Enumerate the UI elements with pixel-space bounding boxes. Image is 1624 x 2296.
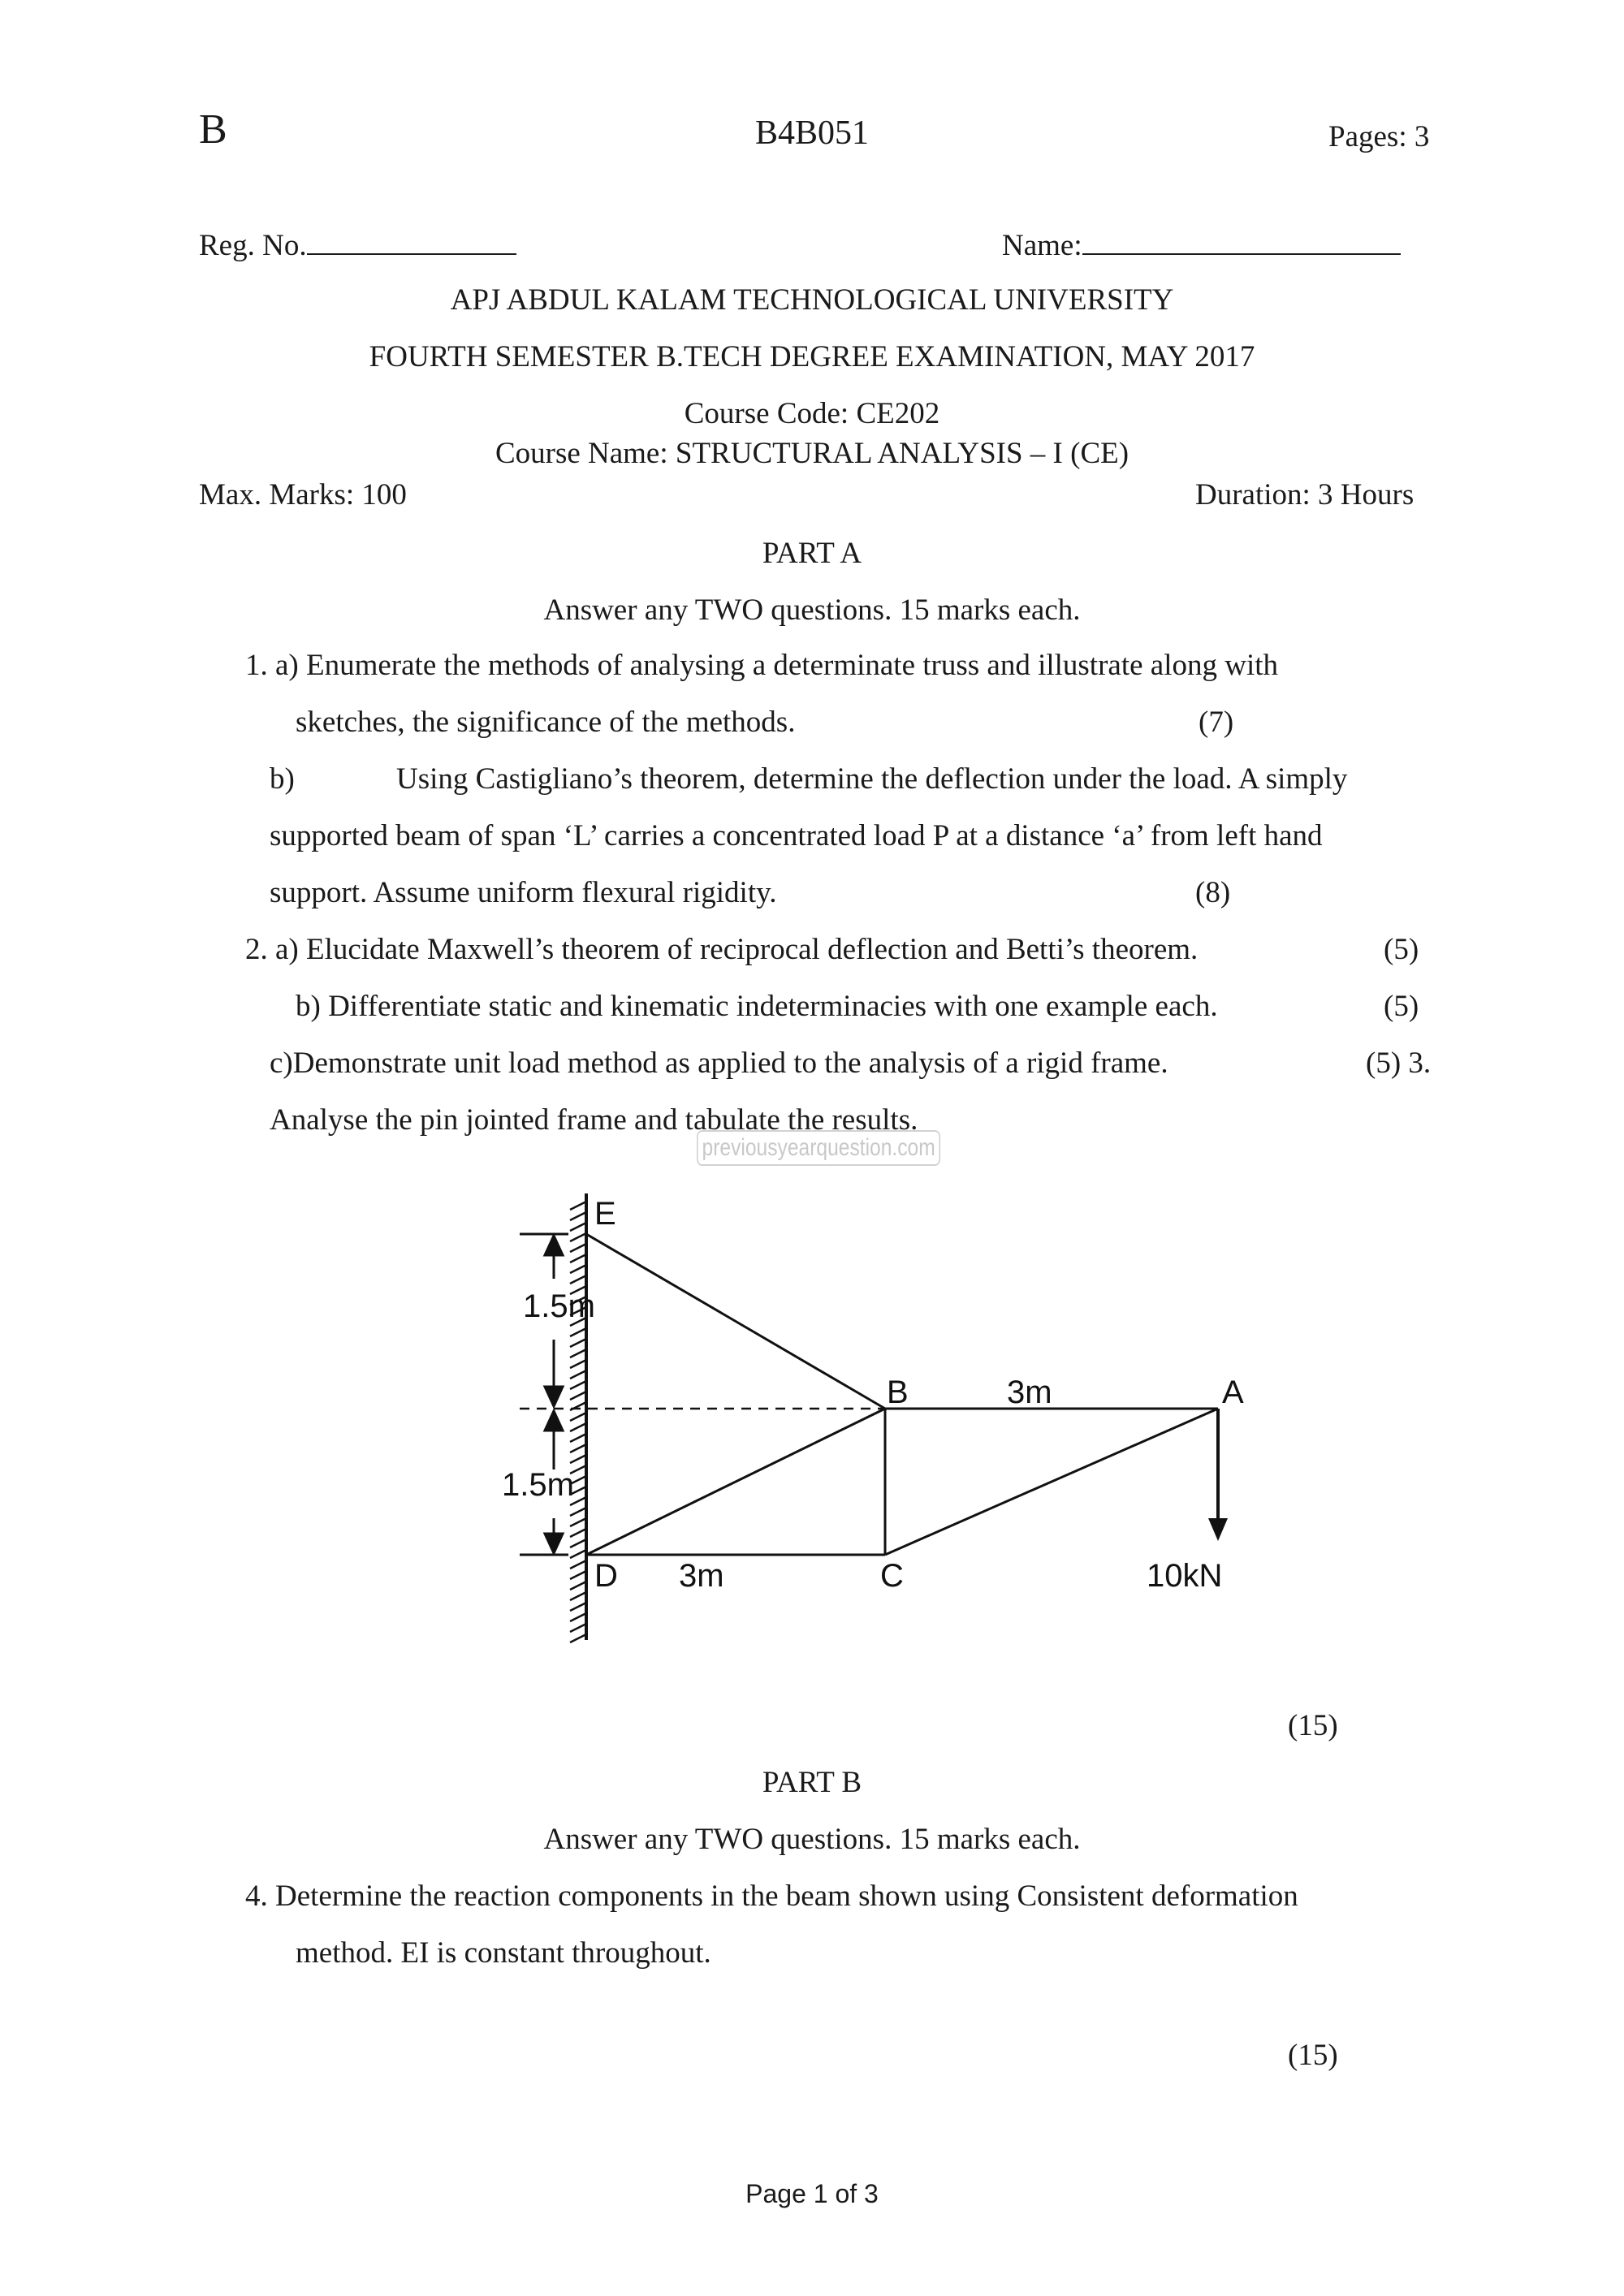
q4-marks: (15)	[1288, 2039, 1338, 2072]
page-footer: Page 1 of 3	[745, 2179, 879, 2208]
dimension-arrows	[520, 1234, 568, 1555]
paper-code: B4B051	[755, 114, 870, 152]
name-label: Name:	[1002, 226, 1401, 263]
q4-line1: 4. Determine the reaction components in the beam shown using Consistent deformation	[245, 1880, 1298, 1913]
member-db	[586, 1409, 885, 1555]
node-label-a: A	[1222, 1375, 1244, 1410]
q4-line2: method. EI is constant throughout.	[296, 1936, 711, 1970]
node-label-e: E	[594, 1196, 616, 1232]
q2c: c)Demonstrate unit load method as applied to the analysis of a rigid frame.	[270, 1047, 1168, 1080]
course-code: Course Code: CE202	[684, 397, 940, 430]
reg-no-label: Reg. No.	[199, 226, 516, 263]
q3: Analyse the pin jointed frame and tabulate the results.	[270, 1103, 918, 1137]
part-a-instruction: Answer any TWO questions. 15 marks each.	[543, 593, 1081, 627]
q3-marks: (15)	[1288, 1709, 1338, 1742]
q1b-line1: Using Castigliano’s theorem, determine the deflection under the load. A simply	[396, 762, 1348, 796]
node-label-d: D	[594, 1558, 618, 1594]
q1a-line1: 1. a) Enumerate the methods of analysing a determinate truss and illustrate along with	[245, 649, 1279, 682]
q1b-marks: (8)	[1195, 876, 1231, 909]
node-label-c: C	[880, 1558, 904, 1594]
member-eb	[586, 1234, 885, 1409]
dimension-label-bottom: 1.5m	[502, 1467, 574, 1503]
exam-title: FOURTH SEMESTER B.TECH DEGREE EXAMINATION, MAY 2017	[369, 340, 1255, 373]
series-letter: B	[199, 106, 227, 153]
q1b-label: b)	[270, 762, 295, 796]
q2a: 2. a) Elucidate Maxwell’s theorem of reciprocal deflection and Betti’s theorem.	[245, 933, 1199, 966]
q1a-line2: sketches, the significance of the methods.	[296, 706, 796, 739]
dimension-label-top: 1.5m	[523, 1288, 595, 1324]
duration: Duration: 3 Hours	[1195, 478, 1415, 511]
node-label-b: B	[887, 1375, 909, 1410]
part-a-title: PART A	[762, 537, 862, 570]
span-label-ba: 3m	[1007, 1375, 1052, 1410]
q2a-marks: (5)	[1384, 933, 1419, 966]
load-label: 10kN	[1147, 1558, 1223, 1594]
span-label-dc: 3m	[679, 1558, 724, 1594]
q1a-marks: (7)	[1199, 706, 1234, 739]
q2b-marks: (5)	[1384, 990, 1419, 1023]
q1b-line3: support. Assume uniform flexural rigidity.	[270, 876, 777, 909]
q2c-marks: (5) 3.	[1366, 1047, 1432, 1080]
load-arrow	[1208, 1409, 1228, 1541]
part-b-instruction: Answer any TWO questions. 15 marks each.	[543, 1823, 1081, 1856]
course-name: Course Name: STRUCTURAL ANALYSIS – I (CE)	[495, 437, 1129, 470]
wall-support	[570, 1193, 586, 1642]
max-marks: Max. Marks: 100	[199, 478, 407, 511]
page-count: Pages: 3	[1328, 120, 1430, 153]
q2b: b) Differentiate static and kinematic indeterminacies with one example each.	[296, 990, 1218, 1023]
q1b-line2: supported beam of span ‘L’ carries a concentrated load P at a distance ‘a’ from left hand	[270, 819, 1323, 852]
university-name: APJ ABDUL KALAM TECHNOLOGICAL UNIVERSITY	[450, 283, 1174, 317]
member-ca	[885, 1409, 1218, 1555]
watermark: previousyearquestion.com	[697, 1130, 940, 1166]
part-b-title: PART B	[762, 1766, 862, 1799]
